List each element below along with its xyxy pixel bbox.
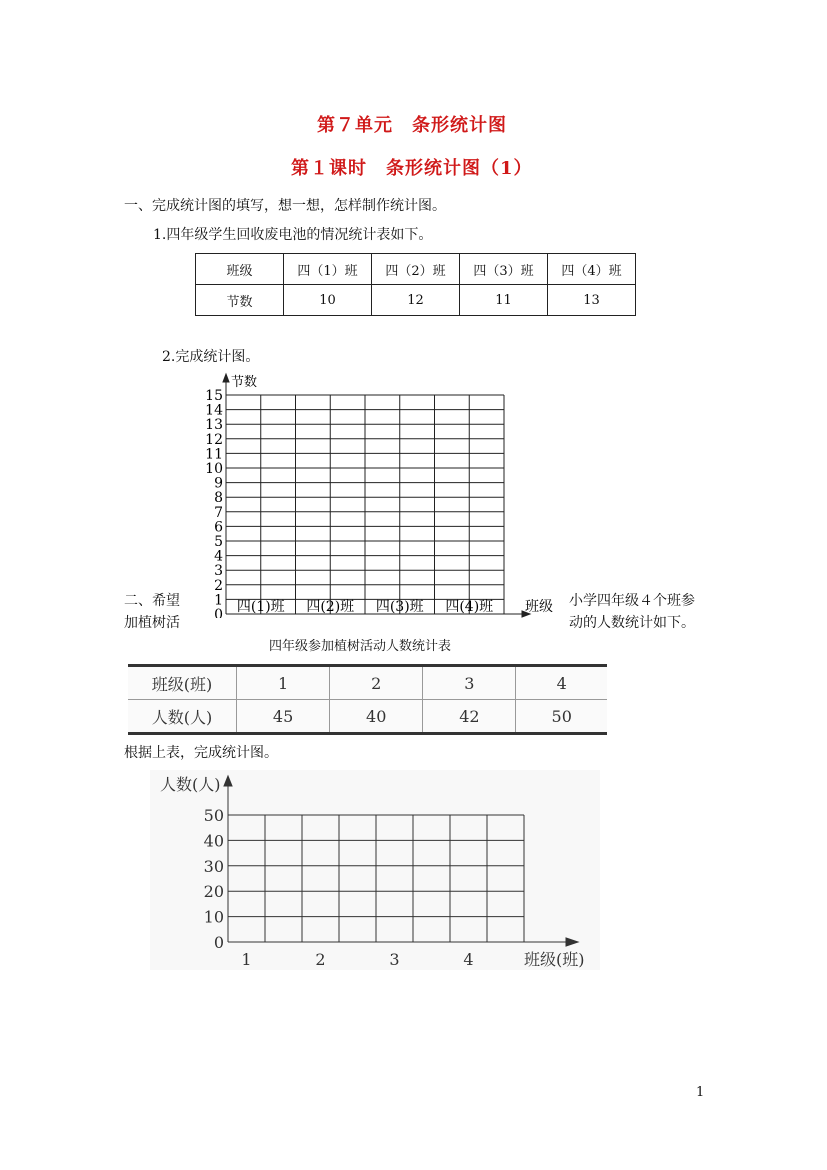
page-number: 1 <box>696 1085 705 1100</box>
table-cell: 45 <box>237 700 330 733</box>
chart1-y-tick: 10 <box>205 461 223 477</box>
chart2-y-tick: 0 <box>213 933 224 952</box>
chart2-x-tick: 4 <box>463 950 474 969</box>
table-cell: 42 <box>423 700 516 733</box>
battery-table <box>195 253 636 316</box>
table-cell: 13 <box>548 285 636 316</box>
table-header-label: 班级 <box>196 254 284 285</box>
table-cell: 40 <box>330 700 423 733</box>
chart1-y-tick: 7 <box>214 504 223 521</box>
chart1-y-tick: 11 <box>205 446 223 463</box>
chart2-ylabel: 人数(人) <box>160 775 221 794</box>
chart2-x-tick: 2 <box>315 950 326 969</box>
section2-left-line2: 加植树活 <box>124 615 180 631</box>
chart1-y-tick: 4 <box>214 548 223 565</box>
chart1-y-tick: 9 <box>214 475 223 492</box>
section1-item1: 1.四年级学生回收废电池的情况统计表如下。 <box>153 227 433 243</box>
tree-table <box>128 667 607 732</box>
chart1-y-tick: 0 <box>214 607 223 618</box>
section1-heading: 一、完成统计图的填写，想一想，怎样制作统计图。 <box>124 198 446 214</box>
chart1-x-tick: 四(4)班 <box>445 599 494 615</box>
chart1-y-tick: 3 <box>214 563 223 580</box>
section1-item2: 2.完成统计图。 <box>162 349 260 365</box>
chart1-y-tick: 5 <box>214 534 223 550</box>
table-header-cell: 四（1）班 <box>284 254 372 285</box>
table-row-label: 人数(人) <box>151 707 213 727</box>
tree-table-frame <box>128 664 607 735</box>
chart1-y-tick: 8 <box>214 490 223 507</box>
chart1-x-tick: 四(1)班 <box>236 599 285 615</box>
section2-right-line1: 小学四年级４个班参 <box>569 593 695 609</box>
battery-grid-chart <box>195 368 565 618</box>
chart1-y-tick: 12 <box>205 431 223 448</box>
chart1-y-tick: 15 <box>205 388 223 404</box>
chart1-y-tick: 13 <box>205 417 223 434</box>
chart1-y-tick: 6 <box>214 519 223 536</box>
table-header-cell: 3 <box>423 667 516 700</box>
table-header-cell: 四（4）班 <box>548 254 636 285</box>
chart1-y-tick: 1 <box>214 592 223 609</box>
y-axis-arrow <box>223 374 229 382</box>
table-cell: 11 <box>460 285 548 316</box>
table-header-cell: 2 <box>330 667 423 700</box>
chart2-y-tick: 40 <box>203 831 224 851</box>
tree-table-title: 四年级参加植树活动人数统计表 <box>269 639 452 654</box>
chart2-y-tick: 50 <box>203 806 224 825</box>
chart1-y-tick: 14 <box>205 402 223 419</box>
table-cell: 12 <box>372 285 460 316</box>
section2-right-line2: 动的人数统计如下。 <box>569 615 695 631</box>
chart2-x-tick: 1 <box>241 950 252 969</box>
chart2-y-tick: 30 <box>203 856 224 876</box>
unit-title: 第７单元 条形统计图 <box>317 115 507 136</box>
chart1-x-tick: 四(2)班 <box>306 599 355 615</box>
table-header-label: 班级(班) <box>128 667 237 700</box>
section2-instruction: 根据上表，完成统计图。 <box>124 745 278 761</box>
table-cell: 50 <box>516 700 607 733</box>
chart2-y-tick: 20 <box>203 882 224 902</box>
section2-left-line1: 二、希望 <box>124 593 180 609</box>
table-header-cell: 4 <box>516 667 607 700</box>
chart1-xlabel: 班级 <box>525 599 553 615</box>
tree-grid-chart <box>150 770 600 970</box>
chart2-xlabel: 班级(班) <box>524 950 585 969</box>
chart2-x-tick: 3 <box>389 950 400 969</box>
chart1-x-tick: 四(3)班 <box>375 599 424 615</box>
chart1-y-tick: 2 <box>214 577 223 594</box>
chart2-y-tick: 10 <box>203 907 224 927</box>
chart1-ylabel: 节数 <box>231 375 258 390</box>
table-row-label: 节数 <box>196 285 284 316</box>
table-header-cell: 四（2）班 <box>372 254 460 285</box>
lesson-title: 第１课时 条形统计图（1） <box>291 158 533 179</box>
table-header-cell: 四（3）班 <box>460 254 548 285</box>
table-header-cell: 1 <box>237 667 330 700</box>
table-cell: 10 <box>284 285 372 316</box>
